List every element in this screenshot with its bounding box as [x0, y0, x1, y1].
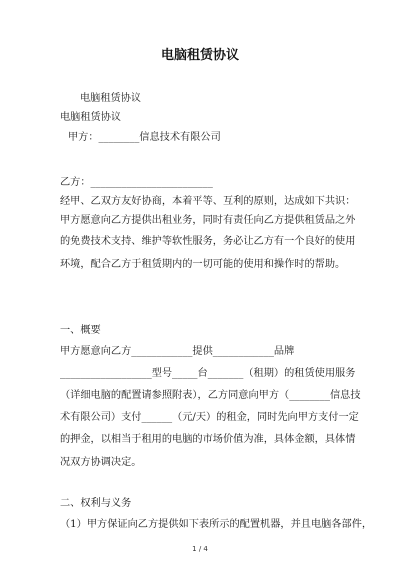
section-heading-overview: 一、概要 — [60, 325, 101, 336]
paragraph-line: __________________型号_____台_______（租期）的租赁使用服务 — [60, 368, 356, 379]
party-b-line: 乙方：________________________ — [60, 177, 213, 188]
party-a-line: 甲方：________信息技术有限公司 — [68, 132, 221, 143]
paragraph-line: 的押金，以相当于租用的电脑的市场价值为准，具体金额，具体情 — [60, 434, 356, 445]
paragraph-line: 环境，配合乙方于租赁期内的一切可能的使用和操作时的帮助。 — [60, 259, 346, 270]
paragraph-line: （1）甲方保证向乙方提供如下表所示的配置机器，并且电脑各部件， — [60, 519, 373, 530]
document-title: 电脑租赁协议 — [160, 48, 239, 63]
paragraph-line: 的免费技术支持、维护等软性服务，务必让乙方有一个良好的使用 — [60, 236, 356, 247]
paragraph-line: 经甲、乙双方友好协商，本着平等、互利的原则，达成如下共识： — [60, 196, 356, 207]
paragraph-line: 况双方协调决定。 — [60, 457, 142, 468]
page-number: 1 / 4 — [192, 545, 208, 553]
subtitle-line-2: 电脑租赁协议 — [60, 112, 122, 123]
subtitle-line-1: 电脑租赁协议 — [80, 93, 142, 104]
paragraph-line: 甲方愿意向乙方____________提供____________品牌 — [60, 346, 295, 357]
paragraph-line: （详细电脑的配置请参照附表），乙方同意向甲方（________信息技 — [60, 390, 361, 401]
paragraph-line: 术有限公司）支付______（元/天）的租金，同时先向甲方支付一定 — [60, 412, 359, 423]
paragraph-line: 甲方愿意向乙方提供出租业务，同时有责任向乙方提供租赁品之外 — [60, 215, 356, 226]
section-heading-rights: 二、权利与义务 — [60, 498, 132, 509]
